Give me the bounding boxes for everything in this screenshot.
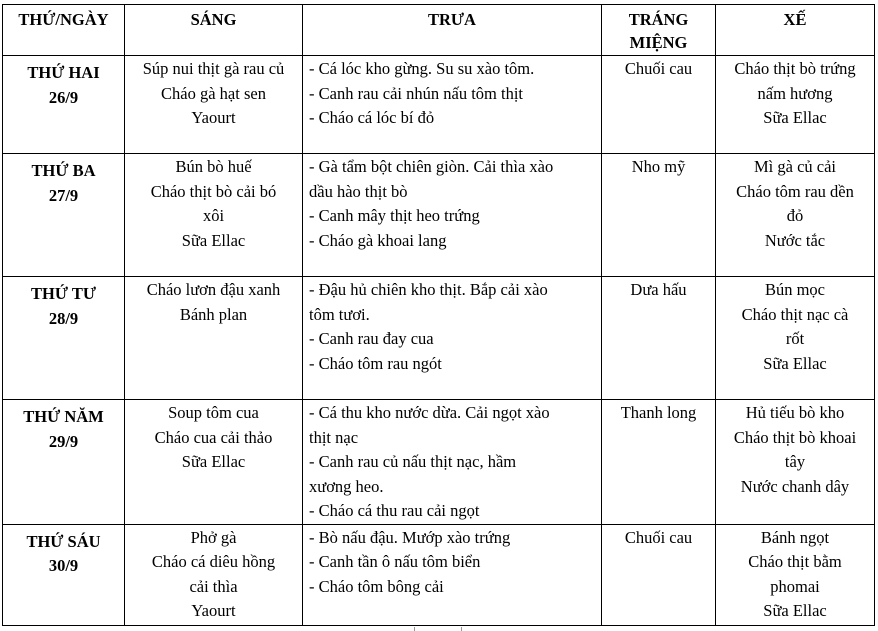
morning-cell: [125, 524, 303, 625]
day-name: THỨ SÁU: [26, 531, 101, 551]
noon-cell: [303, 524, 602, 625]
day-date: 27/9: [48, 185, 79, 205]
menu-item-line: Yaourt: [191, 601, 236, 620]
menu-item-line: phomai: [770, 576, 820, 596]
menu-item-line: Mì gà củ cải: [753, 157, 836, 176]
noon-cell: [303, 277, 602, 400]
menu-item-line: - Cháo cá lóc bí đỏ: [309, 108, 435, 127]
menu-item-line: Nho mỹ: [631, 157, 686, 176]
day-cell: [3, 277, 125, 400]
day-date: 26/9: [48, 87, 79, 107]
menu-item-line: Thanh long: [620, 403, 697, 422]
menu-item-line: - Đậu hủ chiên kho thịt. Bắp cải xào: [309, 280, 548, 299]
header-morning: SÁNG: [125, 5, 303, 56]
menu-item-line: Cháo thịt bò khoai: [733, 427, 857, 447]
header-dessert: [602, 5, 716, 56]
menu-item-line: Nước chanh dây: [740, 476, 850, 496]
menu-item-line: - Bò nấu đậu. Mướp xào trứng: [309, 527, 511, 547]
menu-row: [3, 400, 875, 525]
menu-item-line: Nước tắc: [764, 230, 826, 250]
menu-item-line: dầu hào thịt bò: [309, 181, 408, 201]
menu-item-line: tây: [784, 452, 806, 471]
menu-item-line: - Canh mây thịt heo trứng: [309, 206, 480, 225]
weekly-menu-table: [2, 4, 875, 626]
day-cell: [3, 524, 125, 625]
menu-item-line: Bánh plan: [179, 304, 248, 324]
dessert-cell: [602, 154, 716, 277]
snack-cell: [716, 56, 875, 154]
menu-item-line: Bún mọc: [764, 280, 826, 299]
day-cell: [3, 56, 125, 154]
dessert-cell: [602, 277, 716, 400]
menu-row: [3, 524, 875, 625]
menu-item-line: đỏ: [786, 206, 804, 225]
menu-item-line: rốt: [785, 329, 805, 348]
menu-item-line: Sữa Ellac: [181, 452, 246, 471]
menu-item-line: Cháo thịt bằm: [748, 552, 842, 571]
menu-item-line: Dưa hấu: [630, 280, 687, 299]
menu-item-line: cải thìa: [189, 576, 238, 596]
day-date: 29/9: [48, 431, 79, 451]
page-bottom-strip: [0, 626, 878, 631]
menu-item-line: Súp nui thịt gà rau củ: [142, 59, 285, 78]
menu-item-line: Sữa Ellac: [763, 108, 827, 127]
snack-cell: [716, 154, 875, 277]
menu-item-line: - Cá thu kho nước dừa. Cải ngọt xào: [309, 403, 550, 422]
day-date: 28/9: [48, 308, 79, 328]
dessert-cell: [602, 56, 716, 154]
menu-item-line: nấm hương: [757, 83, 833, 103]
menu-item-line: - Gà tẩm bột chiên giòn. Cải thìa xào: [309, 157, 554, 176]
menu-item-line: - Cháo gà khoai lang: [309, 230, 447, 250]
noon-cell: [303, 56, 602, 154]
snack-cell: [716, 277, 875, 400]
menu-item-line: Hủ tiếu bò kho: [745, 403, 845, 422]
day-name: THỨ BA: [31, 161, 96, 180]
menu-row: [3, 56, 875, 154]
ruler-tick: [461, 627, 462, 631]
menu-item-line: Sữa Ellac: [763, 353, 827, 373]
header-dessert-text: TRÁNG MIỆNG: [628, 10, 689, 52]
menu-item-line: Bún bò huế: [175, 157, 252, 176]
day-name: THỨ TƯ: [31, 284, 96, 303]
menu-item-line: - Cháo cá thu rau cải ngọt: [309, 501, 480, 520]
noon-cell: [303, 154, 602, 277]
day-name: THỨ HAI: [27, 63, 100, 82]
morning-cell: [125, 400, 303, 525]
menu-item-line: - Canh rau cải nhún nấu tôm thịt: [309, 83, 523, 103]
day-cell: [3, 154, 125, 277]
day-date: 30/9: [48, 556, 79, 575]
menu-item-line: Sữa Ellac: [763, 601, 827, 620]
snack-cell: [716, 524, 875, 625]
noon-cell: [303, 400, 602, 525]
dessert-cell: [602, 524, 716, 625]
menu-item-line: Sữa Ellac: [181, 230, 246, 250]
menu-item-line: thịt nạc: [309, 427, 359, 447]
menu-item-line: - Canh tần ô nấu tôm biển: [309, 552, 481, 571]
menu-item-line: Cháo tôm rau dền: [736, 181, 854, 201]
menu-item-line: Chuối cau: [624, 527, 693, 547]
menu-item-line: Phở gà: [190, 527, 237, 547]
menu-body: [3, 56, 875, 626]
day-cell: [3, 400, 125, 525]
menu-item-line: Chuối cau: [624, 59, 693, 78]
menu-item-line: Cháo cua cải thảo: [154, 427, 273, 447]
menu-item-line: Cháo thịt bò trứng: [734, 59, 856, 78]
menu-item-line: Soup tôm cua: [168, 403, 259, 422]
menu-item-line: Cháo thịt bò cải bó: [150, 181, 277, 201]
day-name: THỨ NĂM: [23, 407, 104, 426]
ruler-tick: [414, 627, 415, 631]
menu-item-line: Bánh ngọt: [760, 527, 830, 547]
morning-cell: [125, 277, 303, 400]
menu-row: [3, 277, 875, 400]
menu-item-line: tôm tươi.: [309, 304, 370, 324]
menu-item-line: - Cá lóc kho gừng. Su su xào tôm.: [309, 59, 535, 78]
snack-cell: [716, 400, 875, 525]
menu-item-line: Yaourt: [191, 108, 236, 127]
menu-row: [3, 154, 875, 277]
menu-item-line: Cháo gà hạt sen: [161, 83, 266, 103]
menu-item-line: Cháo lươn đậu xanh: [146, 280, 281, 299]
menu-item-line: xôi: [202, 206, 225, 225]
menu-item-line: xương heo.: [309, 476, 384, 496]
menu-item-line: - Canh rau đay cua: [309, 329, 434, 348]
menu-item-line: Cháo thịt nạc cà: [741, 304, 849, 324]
morning-cell: [125, 154, 303, 277]
header-snack: XẾ: [716, 5, 875, 56]
dessert-cell: [602, 400, 716, 525]
menu-item-line: Cháo cá diêu hồng: [151, 552, 276, 571]
menu-item-line: - Cháo tôm bông cải: [309, 576, 444, 596]
menu-item-line: - Canh rau củ nấu thịt nạc, hầm: [309, 452, 517, 471]
header-noon: TRƯA: [303, 5, 602, 56]
header-row: [3, 5, 875, 56]
header-day: THỨ/NGÀY: [3, 5, 125, 56]
menu-item-line: - Cháo tôm rau ngót: [309, 353, 442, 373]
morning-cell: [125, 56, 303, 154]
